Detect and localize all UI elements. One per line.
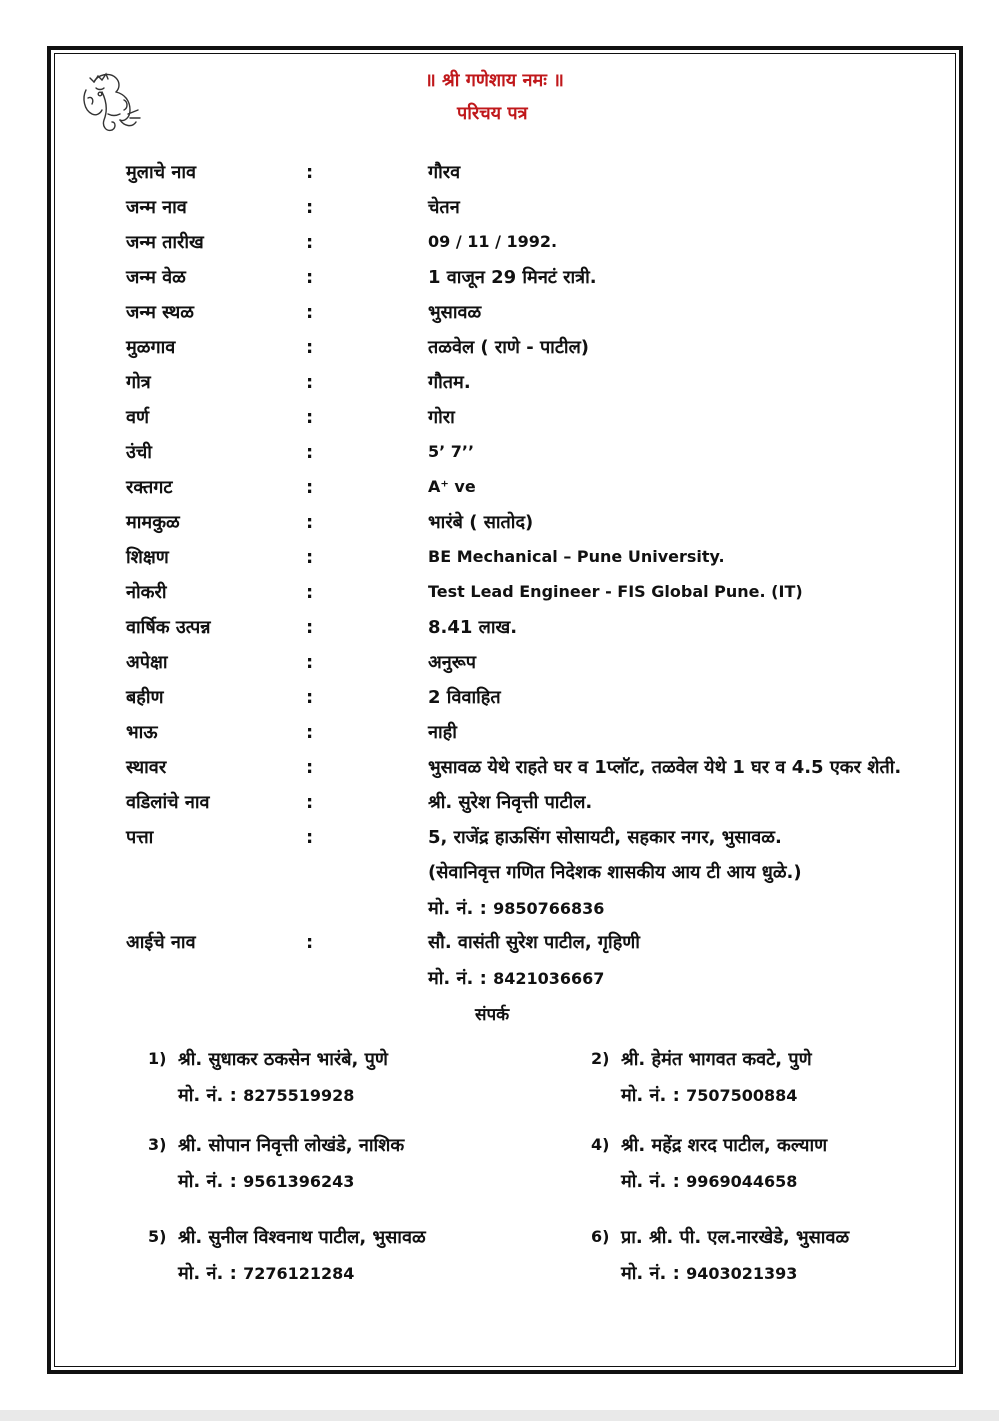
field-row-birth-date (0, 230, 999, 260)
field-label: वर्ण (126, 407, 150, 428)
field-colon: : (306, 932, 314, 953)
field-value: 2 विवाहित (428, 687, 501, 708)
field-label: आईचे नाव (126, 932, 196, 953)
field-colon: : (306, 792, 314, 813)
field-label: रक्तगट (126, 477, 173, 498)
field-row-maternal-family (0, 510, 999, 540)
contact-name: श्री. हेमंत भागवत कवटे, पुणे (621, 1049, 812, 1070)
field-value: 8.41 लाख. (428, 617, 518, 638)
field-colon: : (306, 827, 314, 848)
field-colon: : (306, 407, 314, 428)
field-row-blood-group (0, 475, 999, 505)
field-colon: : (306, 337, 314, 358)
field-row-brothers (0, 720, 999, 750)
field-label: जन्म वेळ (126, 267, 186, 288)
field-value: 5, राजेंद्र हाऊसिंग सोसायटी, सहकार नगर, भुसावळ. (428, 827, 782, 848)
field-value: 1 वाजून 29 मिनटं रात्री. (428, 267, 597, 288)
field-row-native-place (0, 335, 999, 365)
contact-index: 1) (148, 1049, 167, 1068)
field-colon: : (306, 267, 314, 288)
contact-name: श्री. सोपान निवृत्ती लोखंडे, नाशिक (178, 1135, 405, 1156)
mobile-number: 8421036667 (493, 969, 605, 988)
father-occupation-note: (सेवानिवृत्त गणित निदेशक शासकीय आय टी आय धुळे.) (428, 862, 802, 883)
field-row-boy-name (0, 160, 999, 190)
contact-mobile-line (178, 1083, 354, 1107)
field-value: Test Lead Engineer - FIS Global Pune. (IT) (428, 582, 803, 601)
field-label: उंची (126, 442, 152, 463)
contact-index: 2) (591, 1049, 610, 1068)
field-label: अपेक्षा (126, 652, 168, 673)
field-label: जन्म नाव (126, 197, 187, 218)
field-label: जन्म तारीख (126, 232, 204, 253)
field-row-gotra (0, 370, 999, 400)
field-label: मुलाचे नाव (126, 162, 196, 183)
field-label: पत्ता (126, 827, 154, 848)
field-value: सौ. वासंती सुरेश पाटील, गृहिणी (428, 932, 640, 953)
field-value: 09 / 11 / 1992. (428, 232, 558, 251)
contact-name: श्री. महेंद्र शरद पाटील, कल्याण (621, 1135, 828, 1156)
field-label: नोकरी (126, 582, 167, 603)
mobile-label: मो. नं. : (178, 1171, 237, 1192)
contact-mobile-line (621, 1261, 797, 1285)
field-colon: : (306, 442, 314, 463)
field-row-job (0, 580, 999, 610)
mobile-number: 7276121284 (243, 1264, 355, 1283)
mobile-label: मो. नं. : (428, 968, 487, 989)
field-label: मामकुळ (126, 512, 180, 533)
mobile-number: 9850766836 (493, 899, 605, 918)
field-colon: : (306, 302, 314, 323)
field-value: BE Mechanical – Pune University. (428, 547, 725, 566)
field-colon: : (306, 162, 314, 183)
mobile-number: 9969044658 (686, 1172, 798, 1191)
field-row-complexion (0, 405, 999, 435)
mobile-label: मो. नं. : (428, 898, 487, 919)
field-row-height (0, 440, 999, 470)
mobile-label: मो. नं. : (621, 1085, 680, 1106)
field-value: चेतन (428, 197, 460, 218)
field-value: गौतम. (428, 372, 471, 393)
mobile-number: 9561396243 (243, 1172, 355, 1191)
field-row-birth-time (0, 265, 999, 295)
field-colon: : (306, 547, 314, 568)
contact-mobile-line (178, 1169, 354, 1193)
field-value: श्री. सुरेश निवृत्ती पाटील. (428, 792, 593, 813)
field-colon: : (306, 757, 314, 778)
field-colon: : (306, 372, 314, 393)
field-row-expectation (0, 650, 999, 680)
contacts-heading: संपर्क (475, 1005, 510, 1025)
field-row-birth-name (0, 195, 999, 225)
ganesha-line-art-icon (80, 70, 142, 140)
field-value: अनुरूप (428, 652, 476, 673)
mobile-label: मो. नं. : (178, 1263, 237, 1284)
contact-name: प्रा. श्री. पी. एल.नारखेडे, भुसावळ (621, 1227, 850, 1248)
contact-index: 6) (591, 1227, 610, 1246)
field-value: भारंबे ( सातोद) (428, 512, 534, 533)
contact-mobile-line (178, 1261, 354, 1285)
field-colon: : (306, 722, 314, 743)
field-label: वडिलांचे नाव (126, 792, 210, 813)
field-label: जन्म स्थळ (126, 302, 194, 323)
field-colon: : (306, 582, 314, 603)
mobile-number: 9403021393 (686, 1264, 798, 1283)
field-colon: : (306, 617, 314, 638)
mobile-number: 8275519928 (243, 1086, 355, 1105)
field-value: भुसावळ (428, 302, 482, 323)
mother-mobile-line (428, 966, 604, 990)
field-colon: : (306, 687, 314, 708)
field-colon: : (306, 197, 314, 218)
field-label: गोत्र (126, 372, 151, 393)
field-value: गोरा (428, 407, 455, 428)
field-row-annual-income (0, 615, 999, 645)
mobile-label: मो. नं. : (621, 1171, 680, 1192)
page-bottom-shade (0, 1410, 999, 1421)
document-title: परिचय पत्र (457, 103, 528, 124)
contact-index: 4) (591, 1135, 610, 1154)
field-value: गौरव (428, 162, 461, 183)
field-row-father-name (0, 790, 999, 820)
contact-index: 5) (148, 1227, 167, 1246)
mobile-label: मो. नं. : (621, 1263, 680, 1284)
contact-mobile-line (621, 1169, 797, 1193)
field-colon: : (306, 232, 314, 253)
field-label: स्थावर (126, 757, 167, 778)
invocation-heading: ॥ श्री गणेशाय नमः ॥ (425, 70, 564, 91)
field-value: नाही (428, 722, 457, 743)
mobile-number: 7507500884 (686, 1086, 798, 1105)
field-row-address (0, 825, 999, 855)
field-label: वार्षिक उत्पन्न (126, 617, 211, 638)
field-value: तळवेल ( राणे - पाटील) (428, 337, 590, 358)
field-colon: : (306, 652, 314, 673)
field-row-property (0, 755, 999, 785)
field-colon: : (306, 512, 314, 533)
field-row-birth-place (0, 300, 999, 330)
field-value: A⁺ ve (428, 477, 476, 496)
field-colon: : (306, 477, 314, 498)
mobile-label: मो. नं. : (178, 1085, 237, 1106)
contact-mobile-line (621, 1083, 797, 1107)
field-value: 5’ 7’’ (428, 442, 475, 461)
field-label: बहीण (126, 687, 164, 708)
field-row-education (0, 545, 999, 575)
father-mobile-line (428, 896, 604, 920)
contact-index: 3) (148, 1135, 167, 1154)
field-label: मुळगाव (126, 337, 176, 358)
field-label: शिक्षण (126, 547, 169, 568)
field-value: भुसावळ येथे राहते घर व 1प्लॉट, तळवेल येथे 1 घर व 4.5 एकर शेती. (428, 757, 902, 778)
contact-name: श्री. सुनील विश्वनाथ पाटील, भुसावळ (178, 1227, 426, 1248)
contact-name: श्री. सुधाकर ठकसेन भारंबे, पुणे (178, 1049, 388, 1070)
field-row-mother-name (0, 930, 999, 960)
field-row-sisters (0, 685, 999, 715)
field-label: भाऊ (126, 722, 158, 743)
